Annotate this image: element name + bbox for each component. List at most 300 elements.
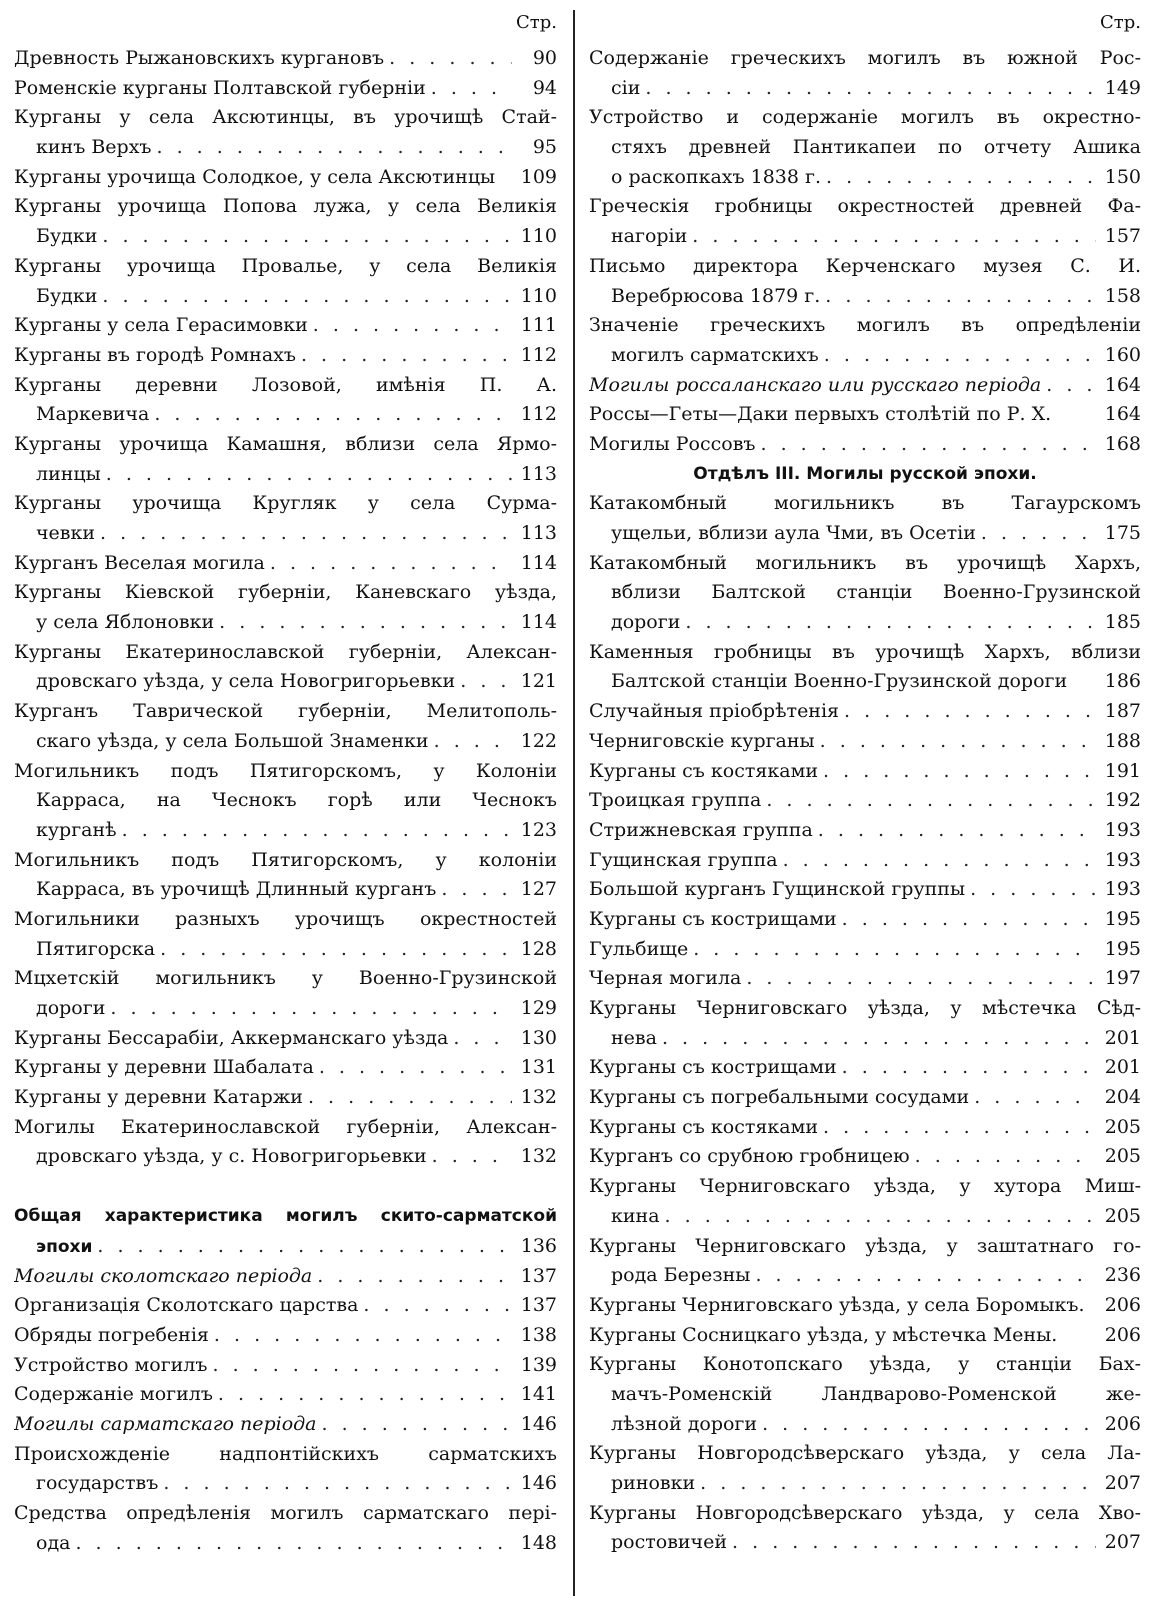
- toc-line: [589, 489, 1141, 519]
- dot-leader: [363, 1291, 512, 1321]
- toc-line: [589, 667, 1141, 697]
- dot-leader: [823, 757, 1096, 787]
- toc-line: [14, 400, 557, 430]
- toc-line: [14, 757, 557, 787]
- toc-entry-title: Курганы съ кострищами: [589, 1056, 837, 1079]
- dot-leader: [762, 1410, 1096, 1440]
- toc-entries-left: [14, 44, 557, 1558]
- toc-entry-title: кина: [611, 1204, 660, 1227]
- toc-entry-title: курганѣ: [36, 818, 117, 841]
- toc-entry-title: Курганы Новгородсѣверскаго уѣзда, у села Хво-: [589, 1501, 1141, 1524]
- toc-entry-title: Балтской станціи Военно-Грузинской дороги: [611, 670, 1068, 693]
- toc-entry-title: Курганы Черниговскаго уѣзда, у села Боромыкъ.: [589, 1293, 1085, 1316]
- toc-line: [14, 786, 557, 816]
- toc-page-number: 188: [1104, 729, 1141, 752]
- dot-leader: [163, 1469, 512, 1499]
- dot-leader: [746, 964, 1096, 994]
- toc-entry-title: Могильникъ подъ Пятигорскомъ, у колоніи: [14, 848, 557, 871]
- toc-entry-title: Курганы у села Герасимовки: [14, 314, 308, 337]
- toc-entry-title: у села Яблоновки: [36, 611, 215, 634]
- toc-page-number: 114: [520, 551, 557, 574]
- toc-entry-title: Общая характеристика могилъ скито-сарматской: [14, 1206, 557, 1227]
- toc-entry-title: Курганы въ городѣ Ромнахъ: [14, 343, 296, 366]
- column-divider: [573, 10, 575, 1596]
- toc-entry-title: Древность Рыжановскихъ кургановъ: [14, 47, 385, 69]
- toc-line: [589, 133, 1141, 163]
- dot-leader: [820, 727, 1096, 757]
- toc-line: [14, 1262, 557, 1292]
- toc-line: [589, 875, 1141, 905]
- toc-page-number: 201: [1104, 1026, 1141, 1049]
- toc-line: [589, 846, 1141, 876]
- toc-entry-title: Могилы россаланскаго или русскаго періода: [589, 373, 1042, 396]
- toc-line: [589, 222, 1141, 252]
- toc-line: [14, 1024, 557, 1054]
- toc-line: [589, 935, 1141, 965]
- toc-entry-title: Устройство и содержаніе могилъ въ окрестно-: [589, 106, 1141, 129]
- toc-page-number: 113: [520, 462, 557, 485]
- dot-leader: [760, 430, 1096, 460]
- toc-entry-title: нева: [611, 1026, 657, 1049]
- dot-leader: [662, 1024, 1096, 1054]
- toc-entry-title: Курганы урочища Камашня, вблизи села Ярмо-: [14, 432, 557, 455]
- dot-leader: [732, 1528, 1096, 1558]
- dot-leader: [665, 1202, 1096, 1232]
- toc-page-number: 197: [1104, 967, 1141, 990]
- toc-entry-title: дороги: [611, 611, 681, 634]
- dot-leader: [122, 816, 512, 846]
- toc-entry-title: Курганы съ костяками: [589, 759, 819, 782]
- dot-leader: [431, 74, 512, 104]
- toc-line: [589, 905, 1141, 935]
- toc-line: [589, 1202, 1141, 1232]
- toc-entry-title: Письмо директора Керченскаго музея С. И.: [589, 254, 1141, 277]
- toc-entry-title: дровскаго уѣзда, у села Новогригорьевки: [36, 670, 456, 693]
- toc-column-left: [0, 0, 575, 1600]
- toc-entry-title: Каменныя гробницы въ урочищѣ Хархъ, вблизи: [589, 640, 1141, 663]
- toc-entry-title: Россы—Геты—Даки первыхъ столѣтій по Р. Х.: [589, 403, 1052, 426]
- dot-leader: [97, 1232, 512, 1262]
- toc-entry-title: Курганы Бессарабіи, Аккерманскаго уѣзда: [14, 1026, 449, 1049]
- toc-line: [14, 44, 557, 74]
- dot-leader: [692, 222, 1096, 252]
- toc-page-number: 149: [1104, 76, 1141, 99]
- dot-leader: [218, 1380, 512, 1410]
- toc-entry-title: Роменскіе курганы Полтавской губерніи: [14, 76, 426, 99]
- toc-entry-title: Обряды погребенія: [14, 1323, 209, 1346]
- toc-page-number: 205: [1104, 1145, 1141, 1168]
- toc-line: [589, 1469, 1141, 1499]
- toc-line: [589, 1499, 1141, 1529]
- toc-line: [589, 163, 1141, 193]
- toc-page-number: 94: [532, 76, 557, 99]
- toc-page-number: 123: [520, 818, 557, 841]
- dot-leader: [981, 519, 1096, 549]
- toc-page-number: 146: [520, 1472, 557, 1495]
- toc-page-number: 206: [1104, 1293, 1141, 1316]
- toc-page-number: 192: [1104, 789, 1141, 812]
- toc-line: [589, 1053, 1141, 1083]
- dot-leader: [700, 1469, 1096, 1499]
- toc-line: [14, 549, 557, 579]
- toc-line: [589, 1410, 1141, 1440]
- toc-entry-title: Веребрюсова 1879 г.: [611, 284, 821, 307]
- toc-entry-title: Пятигорска: [36, 937, 156, 960]
- toc-line: [14, 222, 557, 252]
- dot-leader: [301, 341, 512, 371]
- toc-column-right: [577, 0, 1163, 1600]
- toc-entry-title: Катакомбный могильникъ въ Тагаурскомъ: [589, 492, 1141, 515]
- toc-entry-title: эпохи: [36, 1236, 93, 1257]
- toc-line: [14, 1529, 557, 1559]
- dot-leader: [102, 282, 512, 312]
- toc-entry-title: лѣзной дороги: [611, 1412, 758, 1435]
- toc-line: [589, 400, 1141, 430]
- toc-entry-title: Будки: [36, 284, 98, 307]
- toc-line: [589, 252, 1141, 282]
- toc-entry-title: Курганы у деревни Катаржи: [14, 1086, 303, 1109]
- toc-line: [589, 74, 1141, 104]
- toc-line: [589, 1113, 1141, 1143]
- toc-page-number: 148: [520, 1531, 557, 1554]
- toc-page-number: 193: [1104, 848, 1141, 871]
- toc-entry-title: Троицкая группа: [589, 789, 762, 812]
- toc-line: [14, 1232, 557, 1262]
- toc-line: [589, 786, 1141, 816]
- toc-entry-title: дровскаго уѣзда, у с. Новогригорьевки: [36, 1145, 427, 1168]
- dot-leader: [453, 1024, 512, 1054]
- toc-page-number: 113: [520, 522, 557, 544]
- dot-leader: [308, 1083, 512, 1113]
- toc-page-number: 137: [520, 1264, 557, 1287]
- toc-page-number: 109: [520, 165, 557, 188]
- toc-page-number: 206: [1104, 1412, 1141, 1435]
- toc-line: [589, 1083, 1141, 1113]
- toc-page-number: 157: [1104, 225, 1141, 248]
- toc-line: [14, 1113, 557, 1143]
- toc-page-number: 128: [520, 937, 557, 960]
- toc-page-number: 110: [520, 225, 557, 248]
- toc-line: [589, 727, 1141, 757]
- toc-page-number: 185: [1104, 611, 1141, 634]
- dot-leader: [844, 697, 1096, 727]
- toc-entry-title: линцы: [36, 462, 101, 485]
- toc-page-number: 158: [1104, 284, 1141, 307]
- dot-leader: [75, 1529, 512, 1559]
- toc-entry-title: Карраса, на Чеснокъ горѣ или Чеснокъ: [36, 789, 557, 812]
- toc-line: [589, 757, 1141, 787]
- toc-page-number: 112: [520, 343, 557, 366]
- toc-line: [589, 964, 1141, 994]
- toc-line: [589, 1350, 1141, 1380]
- toc-line: [14, 875, 557, 905]
- toc-page-number: 175: [1104, 522, 1141, 544]
- toc-entry-title: Значеніе греческихъ могилъ въ опредѣленіи: [589, 314, 1141, 337]
- dot-leader: [818, 816, 1096, 846]
- dot-leader: [755, 1261, 1096, 1291]
- toc-entry-title: Курганы у деревни Шабалата: [14, 1056, 314, 1079]
- toc-entry-title: Происхожденіе надпонтійскихъ сарматскихъ: [14, 1442, 557, 1465]
- toc-entry-title: Могилы сарматскаго періода: [14, 1412, 317, 1435]
- toc-entry-title: Курганъ Таврической губерніи, Мелитополь-: [14, 700, 557, 723]
- toc-line: [14, 133, 557, 163]
- toc-entry-title: Содержаніе могилъ: [14, 1383, 213, 1406]
- toc-entry-title: Маркевича: [36, 403, 150, 426]
- toc-page-number: 90: [532, 47, 557, 69]
- toc-page-number: 187: [1104, 700, 1141, 723]
- toc-entry-title: Катакомбный могильникъ въ урочищѣ Хархъ,: [589, 551, 1141, 574]
- toc-page-number: 164: [1104, 373, 1141, 396]
- toc-entry-title: Средства опредѣленія могилъ сарматскаго пері-: [14, 1502, 557, 1524]
- toc-entry-title: Курганы Кіевской губерніи, Каневскаго уѣзда,: [14, 581, 557, 604]
- toc-page-number: 132: [520, 1145, 557, 1168]
- toc-entry-title: могилъ сарматскихъ: [611, 343, 819, 366]
- toc-entry-title: ростовичей: [611, 1531, 728, 1554]
- toc-entry-title: Греческія гробницы окрестностей древней Фа-: [589, 195, 1141, 218]
- toc-entry-title: Черниговскіе курганы: [589, 729, 815, 752]
- toc-entry-title: Могилы Россовъ: [589, 432, 756, 455]
- toc-line: [589, 430, 1141, 460]
- toc-page-number: 168: [1104, 432, 1141, 455]
- toc-page-number: 205: [1104, 1204, 1141, 1227]
- dot-leader: [970, 875, 1096, 905]
- toc-page-number: 193: [1104, 878, 1141, 901]
- toc-line: [589, 1321, 1141, 1351]
- toc-line: [14, 252, 557, 282]
- toc-line: [14, 163, 557, 193]
- toc-entry-title: Отдѣлъ III. Могилы русской эпохи.: [693, 463, 1037, 484]
- toc-line: [14, 638, 557, 668]
- toc-entry-title: Могилы сколотскаго періода: [14, 1264, 313, 1287]
- toc-page-number: 164: [1104, 403, 1141, 426]
- toc-page-number: 132: [520, 1086, 557, 1109]
- toc-line: [14, 74, 557, 104]
- toc-line: [14, 1083, 557, 1113]
- toc-line: [589, 1261, 1141, 1291]
- dot-leader: [212, 1351, 512, 1381]
- toc-page-number: 206: [1104, 1323, 1141, 1346]
- toc-line: [14, 994, 557, 1024]
- toc-line: [14, 1321, 557, 1351]
- toc-page-number: 111: [520, 314, 557, 337]
- toc-entry-title: Случайныя пріобрѣтенія: [589, 700, 840, 723]
- toc-entry-title: Могильникъ подъ Пятигорскомъ, у Колоніи: [14, 759, 557, 782]
- toc-page-number: 141: [520, 1383, 557, 1406]
- toc-page-number: 201: [1104, 1056, 1141, 1079]
- toc-line: [589, 44, 1141, 74]
- dot-leader: [783, 846, 1096, 876]
- dot-leader: [693, 935, 1096, 965]
- toc-page-number: 137: [520, 1294, 557, 1317]
- toc-entry-title: Организація Сколотскаго царства: [14, 1294, 359, 1317]
- toc-entry-title: Курганы Черниговскаго уѣзда, у заштатнаго го-: [589, 1234, 1141, 1257]
- toc-entry-title: Могилы Екатеринославской губерніи, Алексан-: [14, 1115, 557, 1138]
- dot-leader: [319, 1053, 512, 1083]
- toc-line: [589, 638, 1141, 668]
- toc-entry-title: Курганы Новгородсѣверскаго уѣзда, у села Ла-: [589, 1442, 1141, 1465]
- toc-line: [589, 1291, 1141, 1321]
- toc-entry-title: Курганы урочища Кругляк у села Сурма-: [14, 492, 557, 515]
- toc-entry-title: Курганы деревни Лозовой, имѣнія П. А.: [14, 373, 557, 396]
- toc-entry-title: дороги: [36, 997, 106, 1019]
- toc-line: [14, 103, 557, 133]
- toc-line: [14, 282, 557, 312]
- toc-page-number: 191: [1104, 759, 1141, 782]
- toc-line: [14, 935, 557, 965]
- dot-leader: [157, 133, 512, 163]
- toc-line: [589, 697, 1141, 727]
- toc-entry-title: Курганы Черниговскаго уѣзда, у хутора Миш-: [589, 1175, 1141, 1198]
- toc-line: [589, 1142, 1141, 1172]
- dot-leader: [766, 786, 1096, 816]
- toc-page-number: 95: [532, 136, 557, 159]
- dot-leader: [842, 1053, 1096, 1083]
- toc-entry-title: вблизи Балтской станціи Военно-Грузинской: [611, 581, 1141, 604]
- dot-leader: [915, 1142, 1096, 1172]
- toc-entry-title: Гульбище: [589, 937, 689, 960]
- toc-line: [589, 103, 1141, 133]
- toc-line: [14, 1142, 557, 1172]
- toc-line: [589, 311, 1141, 341]
- toc-page-number: 138: [520, 1323, 557, 1346]
- dot-leader: [974, 1083, 1096, 1113]
- toc-page-number: 131: [520, 1056, 557, 1079]
- toc-entry-title: Содержаніе греческихъ могилъ въ южной Рос-: [589, 47, 1141, 69]
- toc-page-number: 150: [1104, 165, 1141, 188]
- dot-leader: [313, 311, 512, 341]
- toc-entry-title: о раскопкахъ 1838 г.: [611, 165, 822, 188]
- toc-entry-title: кинъ Верхъ: [36, 136, 152, 159]
- toc-page-number: 112: [520, 403, 557, 426]
- toc-entry-title: Курганы съ костяками: [589, 1115, 819, 1138]
- toc-line: [14, 1053, 557, 1083]
- dot-leader: [825, 282, 1096, 312]
- dot-leader: [100, 519, 512, 549]
- toc-line: [14, 1380, 557, 1410]
- toc-page-number: 186: [1104, 670, 1141, 693]
- dot-leader: [460, 667, 512, 697]
- toc-line: [14, 371, 557, 401]
- toc-page-number: 129: [520, 997, 557, 1019]
- dot-leader: [219, 608, 512, 638]
- toc-page-number: 122: [520, 729, 557, 752]
- toc-page-number: 204: [1104, 1086, 1141, 1109]
- toc-entry-title: Будки: [36, 225, 98, 248]
- toc-page-number: 193: [1104, 818, 1141, 841]
- toc-entry-title: ода: [36, 1531, 71, 1554]
- dot-leader: [842, 905, 1096, 935]
- toc-page-number: 236: [1104, 1264, 1141, 1287]
- toc-line: [589, 994, 1141, 1024]
- toc-entries-right: [589, 44, 1141, 1558]
- toc-page-number: 207: [1104, 1472, 1141, 1494]
- toc-page-number: 110: [520, 284, 557, 307]
- toc-line: [14, 1291, 557, 1321]
- toc-entry-title: Курганы урочища Попова лужа, у села Великія: [14, 195, 557, 218]
- toc-entry-title: государствъ: [36, 1472, 159, 1495]
- toc-entry-title: Черная могила: [589, 967, 742, 990]
- dot-leader: [322, 1410, 513, 1440]
- toc-line: [14, 192, 557, 222]
- dot-leader: [110, 994, 512, 1024]
- toc-line: [14, 608, 557, 638]
- toc-page-number: 114: [520, 611, 557, 634]
- toc-line: [14, 1440, 557, 1470]
- toc-line: [14, 341, 557, 371]
- toc-entry-title: Курганы Конотопскаго уѣзда, у станціи Бах-: [589, 1353, 1141, 1376]
- toc-line: [589, 371, 1141, 401]
- toc-page-number: 160: [1104, 343, 1141, 366]
- dot-leader: [154, 400, 512, 430]
- toc-entry-title: Стрижневская группа: [589, 818, 813, 841]
- toc-line: [14, 846, 557, 876]
- toc-entry-title: риновки: [611, 1472, 696, 1494]
- section-spacer: [14, 1172, 557, 1202]
- toc-line: [14, 1499, 557, 1529]
- toc-entry-title: Карраса, въ урочищѣ Длинный курганъ: [36, 878, 437, 901]
- toc-line: [589, 341, 1141, 371]
- dot-leader: [823, 1113, 1096, 1143]
- toc-entry-title: Курганы Черниговскаго уѣзда, у мѣстечка Сѣд-: [589, 997, 1141, 1019]
- toc-entry-title: Могильники разныхъ урочищъ окрестностей: [14, 907, 557, 930]
- dot-leader: [1046, 371, 1096, 401]
- toc-page-number: 207: [1104, 1531, 1141, 1554]
- toc-line: [589, 1024, 1141, 1054]
- toc-line: [14, 489, 557, 519]
- toc-page-number: 139: [520, 1353, 557, 1376]
- toc-line: [589, 192, 1141, 222]
- toc-page-number: 205: [1104, 1115, 1141, 1138]
- toc-entry-title: рода Березны: [611, 1264, 751, 1287]
- toc-line: [589, 1232, 1141, 1262]
- toc-line: [14, 816, 557, 846]
- toc-entry-title: Курганы съ кострищами: [589, 907, 837, 930]
- toc-entry-title: чевки: [36, 522, 96, 544]
- dot-leader: [645, 74, 1096, 104]
- toc-line: [14, 1351, 557, 1381]
- dot-leader: [434, 727, 512, 757]
- toc-line: [589, 816, 1141, 846]
- dot-leader: [270, 549, 512, 579]
- toc-line: [14, 667, 557, 697]
- toc-line: [14, 964, 557, 994]
- toc-line: [589, 519, 1141, 549]
- dot-leader: [214, 1321, 512, 1351]
- toc-entry-title: сіи: [611, 76, 641, 99]
- toc-line: [14, 578, 557, 608]
- dot-leader: [160, 935, 512, 965]
- toc-line: [14, 727, 557, 757]
- toc-line: [14, 1202, 557, 1232]
- toc-line: [14, 460, 557, 490]
- toc-line: [589, 608, 1141, 638]
- toc-page-number: 195: [1104, 907, 1141, 930]
- toc-line: [14, 1469, 557, 1499]
- toc-line: [14, 519, 557, 549]
- toc-entry-title: Гущинская группа: [589, 848, 778, 871]
- toc-entry-title: Курганъ Веселая могила: [14, 551, 265, 574]
- toc-page-number: 121: [520, 670, 557, 693]
- dot-leader: [389, 44, 512, 74]
- toc-line: [589, 460, 1141, 490]
- toc-line: [589, 549, 1141, 579]
- toc-entry-title: Курганъ со срубною гробницею: [589, 1145, 910, 1168]
- dot-leader: [102, 222, 512, 252]
- dot-leader: [441, 875, 512, 905]
- toc-line: [14, 1410, 557, 1440]
- dot-leader: [106, 460, 512, 490]
- toc-entry-title: стяхъ древней Пантикапеи по отчету Ашика: [611, 136, 1141, 159]
